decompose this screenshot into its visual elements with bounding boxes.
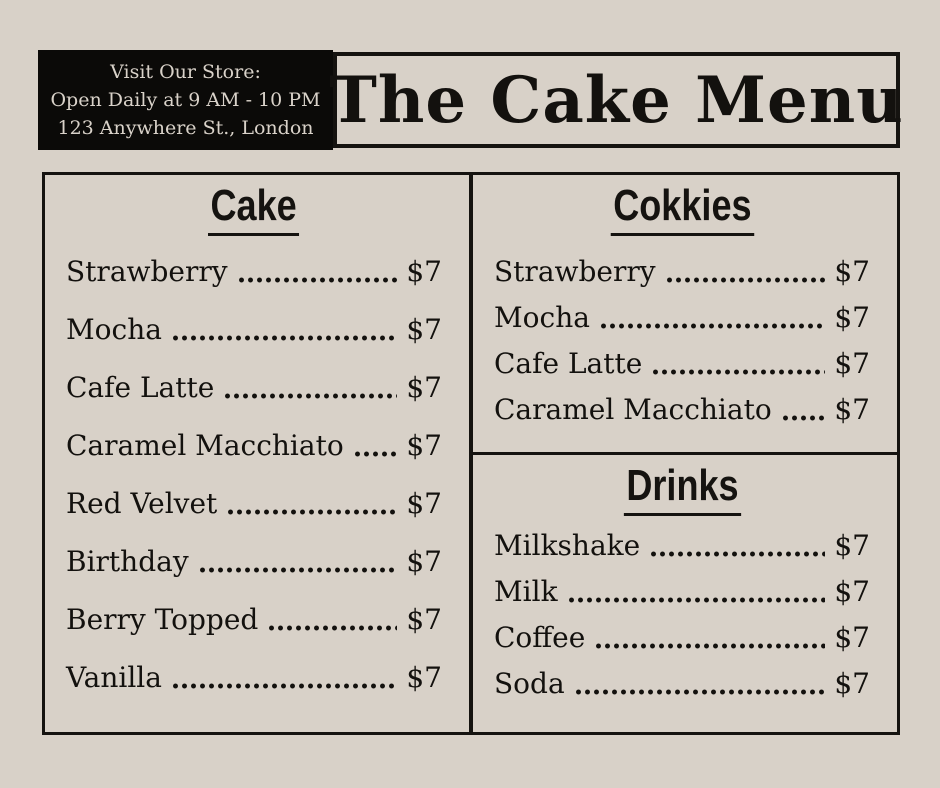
item-name: Caramel Macchiato bbox=[66, 428, 344, 462]
cake-section bbox=[42, 172, 472, 735]
item-price: $7 bbox=[406, 486, 442, 520]
menu-item bbox=[494, 568, 870, 614]
dot-leader bbox=[665, 277, 826, 283]
dot-leader bbox=[567, 597, 826, 603]
drinks-section bbox=[470, 452, 900, 735]
item-name: Cafe Latte bbox=[494, 346, 643, 380]
dot-leader bbox=[353, 451, 398, 457]
item-name: Milkshake bbox=[494, 528, 641, 562]
cake-items bbox=[66, 242, 442, 706]
menu-title-card bbox=[329, 52, 904, 148]
menu-item bbox=[66, 242, 442, 300]
item-price: $7 bbox=[834, 528, 870, 562]
item-price: $7 bbox=[834, 254, 870, 288]
menu-item bbox=[494, 660, 870, 706]
item-price: $7 bbox=[834, 392, 870, 426]
cokkies-section bbox=[470, 172, 900, 455]
drinks-heading-wrap bbox=[494, 461, 870, 516]
menu-title: The Cake Menu bbox=[329, 62, 904, 138]
item-price: $7 bbox=[406, 602, 442, 636]
cake-heading: Cake bbox=[208, 181, 299, 236]
dot-leader bbox=[649, 551, 825, 557]
store-info-line-2: Open Daily at 9 AM - 10 PM bbox=[50, 89, 321, 111]
menu-item bbox=[494, 614, 870, 660]
dot-leader bbox=[226, 509, 397, 515]
item-name: Vanilla bbox=[66, 660, 162, 694]
item-price: $7 bbox=[406, 254, 442, 288]
item-name: Berry Topped bbox=[66, 602, 259, 636]
cokkies-heading-wrap bbox=[494, 181, 870, 236]
item-name: Strawberry bbox=[494, 254, 656, 288]
dot-leader bbox=[171, 683, 397, 689]
menu-item bbox=[66, 358, 442, 416]
item-name: Cafe Latte bbox=[66, 370, 215, 404]
item-price: $7 bbox=[834, 574, 870, 608]
item-price: $7 bbox=[834, 346, 870, 380]
menu-item bbox=[66, 590, 442, 648]
item-name: Caramel Macchiato bbox=[494, 392, 772, 426]
store-info-card bbox=[38, 50, 333, 150]
cake-heading-wrap bbox=[66, 181, 442, 236]
drinks-items bbox=[494, 522, 870, 706]
dot-leader bbox=[781, 415, 826, 421]
item-name: Birthday bbox=[66, 544, 189, 578]
item-price: $7 bbox=[406, 312, 442, 346]
item-name: Mocha bbox=[494, 300, 590, 334]
item-price: $7 bbox=[406, 428, 442, 462]
dot-leader bbox=[594, 643, 825, 649]
item-name: Soda bbox=[494, 666, 565, 700]
item-price: $7 bbox=[834, 666, 870, 700]
dot-leader bbox=[599, 323, 825, 329]
menu-item bbox=[66, 300, 442, 358]
item-price: $7 bbox=[406, 370, 442, 404]
dot-leader bbox=[267, 625, 397, 631]
item-name: Red Velvet bbox=[66, 486, 218, 520]
dot-leader bbox=[651, 369, 825, 375]
menu-item bbox=[494, 522, 870, 568]
dot-leader bbox=[171, 335, 397, 341]
cokkies-heading: Cokkies bbox=[610, 181, 753, 236]
dot-leader bbox=[574, 689, 826, 695]
item-name: Coffee bbox=[494, 620, 586, 654]
menu-item bbox=[66, 416, 442, 474]
cokkies-items bbox=[494, 248, 870, 432]
item-price: $7 bbox=[406, 544, 442, 578]
dot-leader bbox=[198, 567, 398, 573]
drinks-heading: Drinks bbox=[623, 461, 740, 516]
menu-item bbox=[494, 248, 870, 294]
item-price: $7 bbox=[406, 660, 442, 694]
menu-item bbox=[66, 648, 442, 706]
store-info-line-1: Visit Our Store: bbox=[110, 61, 261, 83]
dot-leader bbox=[237, 277, 398, 283]
item-name: Strawberry bbox=[66, 254, 228, 288]
menu-item bbox=[66, 474, 442, 532]
item-price: $7 bbox=[834, 620, 870, 654]
store-info-line-3: 123 Anywhere St., London bbox=[57, 117, 314, 139]
menu-item bbox=[66, 532, 442, 590]
item-name: Mocha bbox=[66, 312, 162, 346]
item-name: Milk bbox=[494, 574, 558, 608]
menu-item bbox=[494, 340, 870, 386]
menu-item bbox=[494, 386, 870, 432]
menu-item bbox=[494, 294, 870, 340]
item-price: $7 bbox=[834, 300, 870, 334]
dot-leader bbox=[223, 393, 397, 399]
